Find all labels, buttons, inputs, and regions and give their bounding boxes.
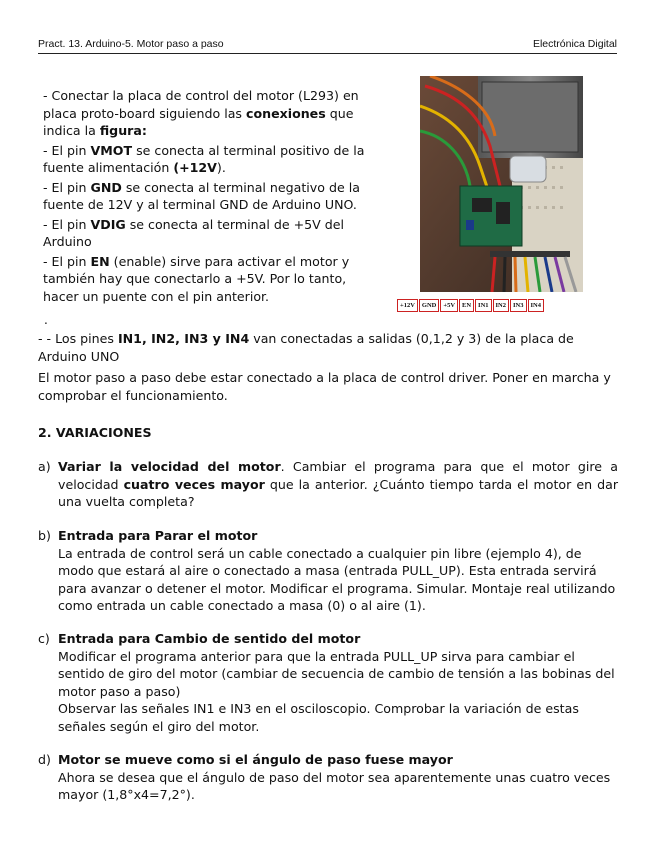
section-title: 2. VARIACIONES	[38, 425, 152, 440]
item-c-title: Entrada para Cambio de sentido del motor	[58, 631, 361, 646]
item-c	[38, 630, 618, 735]
motor-paragraph: El motor paso a paso debe estar conectado a la placa de control driver. Poner en marcha y comprobar el funcionamiento.	[38, 370, 611, 403]
intro-para-en: - El pin EN (enable) sirve para activar el motor y también hay que conectarlo a +5V. Por lo tanto, hacer un puente con el pin anterior.	[43, 253, 350, 304]
pin-label: IN4	[528, 299, 544, 312]
item-b-text: La entrada de control será un cable conectado a cualquier pin libre (ejemplo 4), de modo que estará al aire o conectado a masa (entrada PULL_UP). Esta entrada servirá para avanzar o detener el motor. Modificar el programa. Simular. Montaje real utilizando como entrada un cable conectado a masa (0) o al aire (1).	[58, 545, 616, 613]
item-a-label: a)	[38, 459, 51, 474]
pin-label: IN3	[510, 299, 526, 312]
item-d	[38, 751, 618, 804]
item-c-text2: Observar las señales IN1 e IN3 en el osciloscopio. Comprobar la variación de estas señales según el giro del motor.	[58, 701, 579, 734]
pin-label: +5V	[440, 299, 458, 312]
motor-driver-photo	[420, 76, 583, 292]
header-right: Electrónica Digital	[532, 38, 617, 50]
pin-label: EN	[459, 299, 474, 312]
pin-label: +12V	[397, 299, 418, 312]
stray-dot: .	[44, 313, 48, 327]
header-left: Pract. 13. Arduino-5. Motor paso a paso	[38, 38, 224, 50]
intro-para-vdig: - El pin VDIG se conecta al terminal de +5V del Arduino	[43, 216, 344, 249]
page-header	[38, 37, 617, 54]
item-c-label: c)	[38, 631, 50, 646]
item-d-label: d)	[38, 752, 51, 767]
item-b-title: Entrada para Parar el motor	[58, 528, 258, 543]
intro-para-gnd: - El pin GND se conecta al terminal negativo de la fuente de 12V y al terminal GND de Arduino UNO.	[43, 179, 360, 212]
pin-label: GND	[419, 299, 439, 312]
item-d-title: Motor se mueve como si el ángulo de paso fuese mayor	[58, 752, 453, 767]
item-b	[38, 527, 618, 615]
item-b-label: b)	[38, 528, 51, 543]
pin-label: IN2	[493, 299, 509, 312]
pin-label-strip	[397, 299, 544, 312]
intro-para-vmot: - El pin VMOT se conecta al terminal positivo de la fuente alimentación (+12V).	[43, 142, 365, 175]
intro-instructions	[43, 87, 379, 307]
item-c-text1: Modificar el programa anterior para que la entrada PULL_UP sirva para cambiar el sentido de giro del motor (cambiar de secuencia de cambio de tensión a las bobinas del motor paso a paso)	[58, 648, 615, 699]
item-d-text: Ahora se desea que el ángulo de paso del motor sea aparentemente unas cuatro veces mayor (1,8°x4=7,2°).	[58, 769, 611, 802]
intro-para-1: - Conectar la placa de control del motor (L293) en placa proto-board siguiendo las conexiones que indica la figura:	[43, 88, 359, 138]
pin-label: IN1	[475, 299, 491, 312]
item-a: a) Variar la velocidad del motor. Cambiar el programa para que el motor gire a velocidad cuatro veces mayor que la anterior. ¿Cuánto tiempo tarda el motor en dar una vuelta completa?	[38, 459, 618, 509]
pines-paragraph: - - Los pines IN1, IN2, IN3 y IN4 van conectadas a salidas (0,1,2 y 3) de la placa de Arduino UNO	[38, 331, 574, 364]
